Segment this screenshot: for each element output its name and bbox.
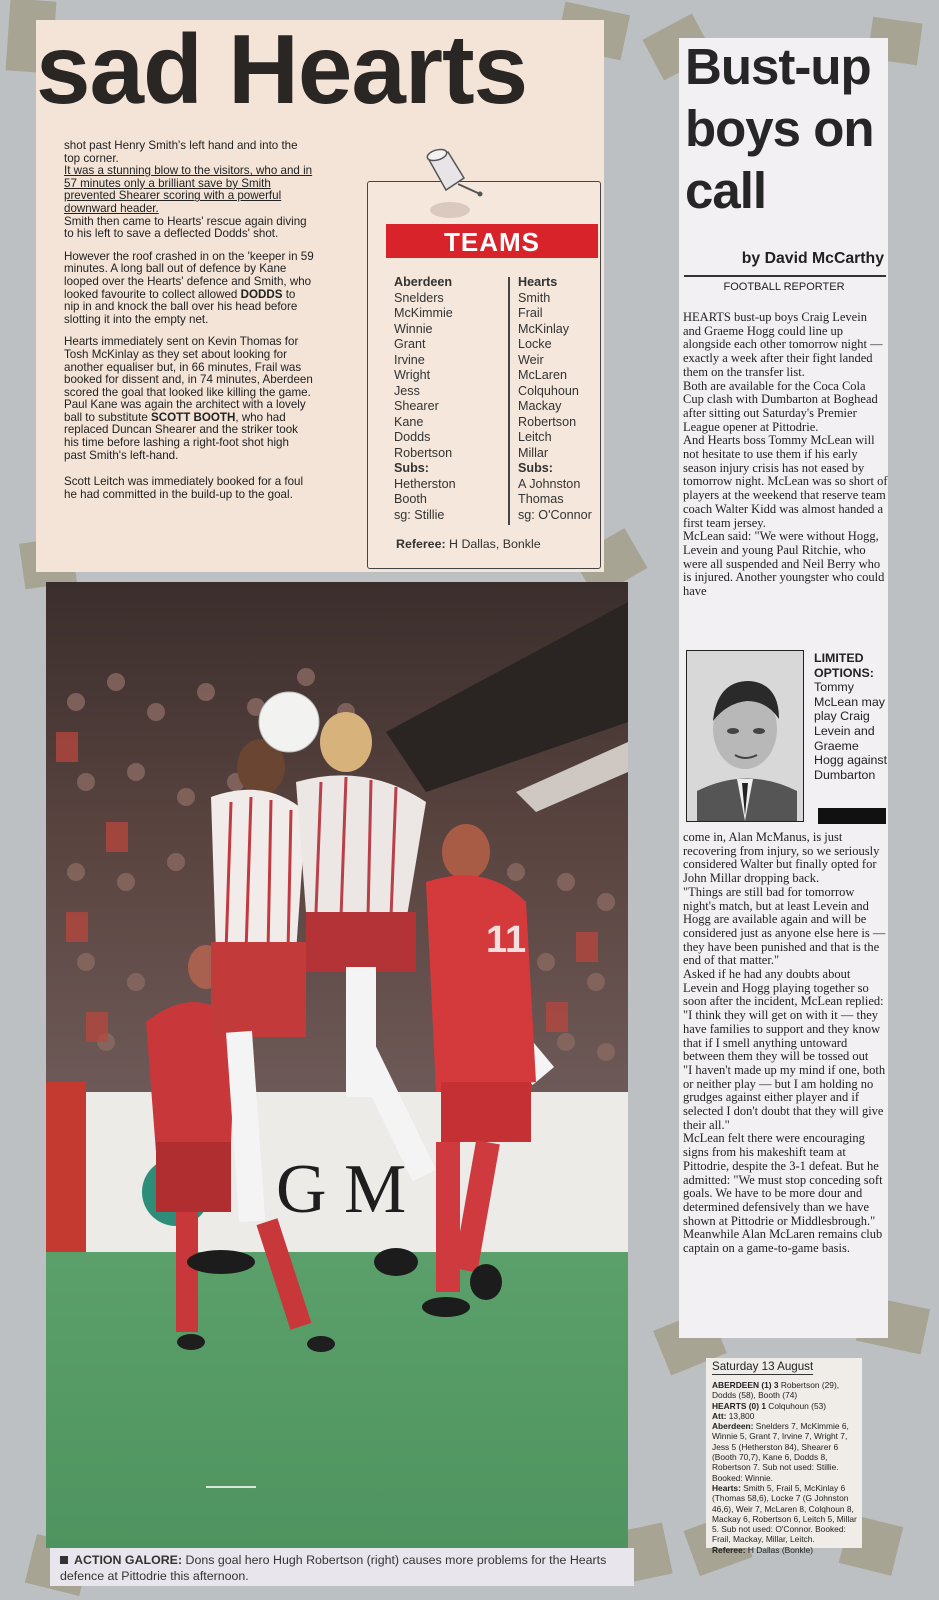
player-name: Irvine (394, 352, 425, 367)
subs-label: Subs: (394, 461, 429, 475)
story-paragraph: come in, Alan McManus, is just recovering from injury, so we seriously considered Walter but finally opted for John Millar dropping back. (683, 830, 880, 886)
portrait-image (687, 651, 803, 821)
player-name: A Johnston (518, 476, 581, 491)
aberdeen-lineup (394, 275, 456, 523)
story-paragraph: Both are available for the Coca Cola Cup clash with Dumbarton at Boghead after sitting out Saturday's Premier League opener at Pittodrie. (683, 378, 878, 434)
whistle-icon (420, 148, 490, 220)
player-name: Dodds (394, 430, 431, 444)
headline: sad Hearts (36, 14, 528, 124)
player-name: Wright (394, 368, 431, 382)
mugshot-caption: LIMITED OPTIONS: Tommy McLean may play Craig Levein and Graeme Hogg against Dumbarton (814, 651, 888, 782)
player-name: Mackay (518, 399, 562, 413)
player-name-booth: SCOTT BOOTH (151, 410, 236, 424)
column-divider (508, 277, 510, 525)
bust-up-headline: Bust-up boys on call (685, 38, 874, 219)
bust-up-body-bottom (683, 831, 888, 1256)
reporter-role: FOOTBALL REPORTER (723, 281, 845, 293)
result-line: Att: 13,800 (712, 1410, 755, 1421)
story-paragraph: Meanwhile Alan McLaren remains club captain on a game-to-game basis. (683, 1227, 883, 1256)
story-paragraph: "Things are still bad for tomorrow night's match, but at least Levein and Hogg are available again and will be considered just as anyone else here is — they have been punished and that is the end of that matter." (683, 884, 886, 968)
player-name: Hetherston (394, 476, 456, 491)
player-name: Thomas (518, 492, 564, 506)
match-report-body (64, 140, 314, 511)
teams-title: TEAMS (386, 224, 598, 258)
result-line: Referee: H Dallas (Bonkle) (712, 1544, 814, 1555)
player-name: Kane (394, 414, 424, 429)
result-details (712, 1380, 864, 1555)
player-name: Booth (394, 492, 427, 506)
result-card (706, 1358, 862, 1555)
result-line: ABERDEEN (1) 3 Robertson (29), Dodds (58), Booth (74) (712, 1380, 840, 1401)
player-name: Millar (518, 445, 549, 460)
player-name: Winnie (394, 321, 433, 336)
player-name: Smith (518, 290, 551, 305)
caption-label: ACTION GALORE: (74, 1553, 183, 1567)
caption-bar (818, 808, 886, 824)
report-paragraph: shot past Henry Smith's left hand and into the top corner. It was a stunning blow to the visitors, who and in 57 minutes only a brilliant save by Smith prevented Shearer scoring with a powerful downward header. Smith then came to Hearts' rescue again diving to his left to save a deflected Dodds' shot. (64, 139, 313, 241)
player-name: Jess (394, 383, 420, 398)
player-name: sg: Stillie (394, 507, 445, 522)
player-name: McKinlay (518, 321, 570, 336)
player-name: Colquhoun (518, 383, 579, 398)
player-name: McLaren (518, 368, 567, 382)
player-name-dodds: DODDS (240, 287, 283, 301)
hearts-team-heading: Hearts (518, 275, 558, 289)
referee-line: Referee: H Dallas, Bonkle (396, 537, 541, 551)
billboard-text: G M (276, 1151, 407, 1228)
aberdeen-team-heading: Aberdeen (394, 275, 453, 289)
player-name: Snelders (394, 290, 444, 305)
photo-caption (50, 1548, 634, 1586)
result-line: Hearts: Smith 5, Frail 5, McKinlay 6 (Thomas 58,6), Locke 7 (G Johnston 46,6), Weir 7, McLaren 8, Colqhoun 8, Mackay 6, Robertson 6, Leitch 5, Millar 5. Sub not used: O'Connor. Booked: Frail, Mackay, Millar, Leitch. (712, 1482, 857, 1545)
story-paragraph: HEARTS bust-up boys Craig Levein and Graeme Hogg could line up alongside each other tomorrow night — exactly a week after their fight landed them on the transfer list. (683, 310, 883, 379)
football-action-image (46, 582, 628, 1548)
result-line: HEARTS (0) 1 Colquhoun (53) (712, 1400, 827, 1411)
player-name: Robertson (394, 445, 453, 460)
story-paragraph: And Hearts boss Tommy McLean will not hesitate to use them if his early season injury crisis has not eased by tomorrow night. McLean was so short of players at the weekend that reserve team coach Walter Kidd was almost handed a first team jersey. (683, 433, 888, 530)
action-photo (46, 582, 628, 1548)
bust-up-body-top (683, 311, 888, 599)
player-name: Grant (394, 337, 426, 351)
story-paragraph: McLean felt there were encouraging signs from his makeshift team at Pittodrie, despite the 3-1 defeat. But he admitted: "We must stop conceding soft goals. We have to be more dour and determined defensively than we have shown at Pittodrie or Middlesbrough." (683, 1131, 883, 1228)
report-paragraph: Scott Leitch was immediately booked for a foul he had committed in the build-up to the goal. (64, 475, 304, 501)
report-paragraph: However the roof crashed in on the 'keeper in 59 minutes. A long ball out of defence by Kane looped over the Hearts' defence and Smith, who looked favourite to collect allowed DODDS to nip in and knock the ball over his head before slotting it into the empty net. (64, 249, 314, 326)
player-name: sg: O'Connor (518, 507, 592, 522)
report-paragraph: Hearts immediately sent on Kevin Thomas for Tosh McKinlay as they set about looking for another equaliser but, in 66 minutes, Frail was booked for dissent and, in 74 minutes, Aberdeen scored the goal that looked like killing the game. Paul Kane was again the architect with a lovely ball to substitute SCOTT BOOTH, who had replaced Duncan Shearer and the striker took his time before lashing a right-foot shot high past Smith's left-hand. (64, 335, 313, 462)
story-paragraph: McLean said: "We were without Hogg, Levein and young Paul Ritchie, who were all suspended and Neil Berry who is injured. Another youngster who could have (683, 529, 885, 599)
shirt-number: 11 (486, 919, 527, 961)
byline: by David McCarthy (741, 250, 884, 267)
player-name: Locke (518, 337, 552, 351)
hearts-lineup (518, 275, 592, 523)
caption-text: Dons goal hero Hugh Robertson (right) causes more problems for the Hearts defence at Pittodrie this afternoon. (60, 1553, 607, 1583)
story-paragraph: "I haven't made up my mind if one, both or neither play — but I am holding no grudges against either player and if selected I don't doubt that they will give their all." (683, 1062, 886, 1132)
player-name: Shearer (394, 399, 439, 413)
bullet-square-icon (60, 1556, 68, 1564)
subs-label: Subs: (518, 461, 553, 475)
player-name: Frail (518, 306, 543, 320)
byline-rule (684, 275, 886, 277)
player-name: Robertson (518, 414, 577, 429)
story-paragraph: Asked if he had any doubts about Levein and Hogg playing together so soon after the incident, McLean replied: "I think they will get on with it — they have families to support and they know that if I smell anything untoward between them they will be tossed out (683, 967, 884, 1064)
result-line: Aberdeen: Snelders 7, McKimmie 6, Winnie 5, Grant 7, Irvine 7, Wright 7, Jess 5 (Hetherston 84), Shearer 6 (Booth 70,7), Kane 6, Dodds 8, Robertson 7. Sub not used: Stillie. Booked: Winnie. (712, 1421, 849, 1483)
player-name: Weir (518, 352, 544, 367)
match-date: Saturday 13 August (712, 1360, 814, 1373)
mcLean-mugshot (686, 650, 804, 822)
player-name: McKimmie (394, 306, 453, 320)
player-name: Leitch (518, 430, 552, 444)
